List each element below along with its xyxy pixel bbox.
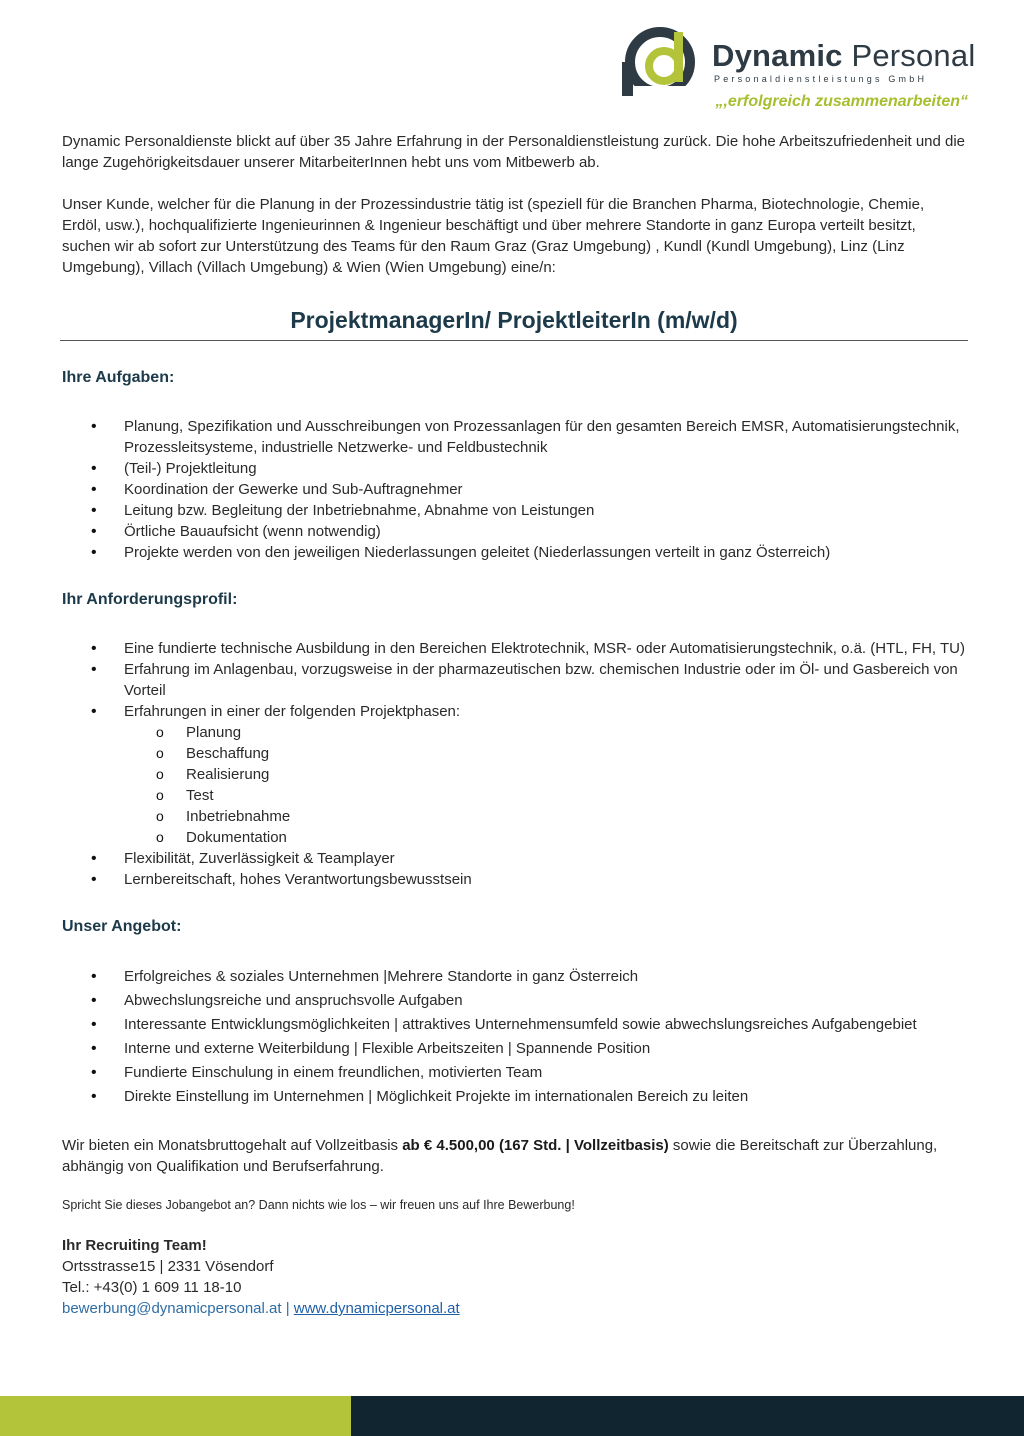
phase-item: o Inbetriebnahme	[62, 806, 966, 827]
footer-bar-dark	[351, 1396, 1024, 1436]
list-item: • Lernbereitschaft, hohes Verantwortungsbewusstsein	[62, 869, 966, 890]
salary-paragraph: Wir bieten ein Monatsbruttogehalt auf Vollzeitbasis ab € 4.500,00 (167 Std. | Vollzeitbasis) sowie die Bereitschaft zur Überzahlung, abhängig von Qualifikation und Berufserfahrung.	[62, 1137, 938, 1175]
footer-bar-green	[0, 1396, 351, 1436]
phase-item: o Dokumentation	[62, 827, 966, 848]
list-item: • Interessante Entwicklungsmöglichkeiten | attraktives Unternehmensumfeld sowie abwechslungsreiches Aufgabengebiet	[62, 1013, 966, 1037]
list-item: • Eine fundierte technische Ausbildung in den Bereichen Elektrotechnik, MSR- oder Automatisierungstechnik, o.ä. (HTL, FH, TU)	[62, 638, 966, 659]
phone: Tel.: +43(0) 1 609 11 18-10	[62, 1279, 242, 1296]
tasks-heading: Ihre Aufgaben:	[62, 369, 175, 386]
intro-paragraph-1: Dynamic Personaldienste blickt auf über 35 Jahre Erfahrung in der Personaldienstleistung zurück. Die hohe Arbeitszufriedenheit und die lange Zugehörigkeitsdauer unserer MitarbeiterInnen hebt uns vom Mitbewerb ab.	[62, 133, 966, 171]
phase-item: o Planung	[62, 722, 966, 743]
phase-item: o Test	[62, 785, 966, 806]
brand-subtitle: Personaldienstleistungs GmbH	[714, 74, 928, 84]
list-item: • Erfolgreiches & soziales Unternehmen |Mehrere Standorte in ganz Österreich	[62, 965, 966, 989]
requirements-list	[62, 638, 966, 890]
offer-list	[62, 965, 966, 1109]
address: Ortsstrasse15 | 2331 Vösendorf	[62, 1258, 274, 1275]
phase-item: o Beschaffung	[62, 743, 966, 764]
offer-heading: Unser Angebot:	[62, 918, 182, 935]
list-item: • Fundierte Einschulung in einem freundlichen, motivierten Team	[62, 1061, 966, 1085]
document-body	[62, 131, 966, 1319]
phase-item: o Realisierung	[62, 764, 966, 785]
list-item: • Projekte werden von den jeweiligen Niederlassungen geleitet (Niederlassungen verteilt in ganz Österreich)	[62, 542, 966, 563]
website-link[interactable]: www.dynamicpersonal.at	[293, 1300, 460, 1317]
list-item: • (Teil-) Projektleitung	[62, 458, 966, 479]
list-item: • Planung, Spezifikation und Ausschreibungen von Prozessanlagen für den gesamten Bereich EMSR, Automatisierungstechnik, Prozessleitsysteme, industrielle Netzwerke- und Feldbustechnik	[62, 416, 966, 458]
list-item: • Abwechslungsreiche und anspruchsvolle Aufgaben	[62, 989, 966, 1013]
intro-paragraph-2: Unser Kunde, welcher für die Planung in der Prozessindustrie tätig ist (speziell für die Branchen Pharma, Biotechnologie, Chemie, Erdöl, usw.), hochqualifizierte Ingenieurinnen & Ingenieur beschäftigt und über mehrere Standorte in ganz Europa verteilt besitzt, suchen wir ab sofort zur Unterstützung des Teams für den Raum Graz (Graz Umgebung) , Kundl (Kundl Umgebung), Linz (Linz Umgebung), Villach (Villach Umgebung) & Wien (Wien Umgebung) eine/n:	[62, 196, 925, 276]
recruiting-team: Ihr Recruiting Team!	[62, 1237, 207, 1254]
requirements-heading: Ihr Anforderungsprofil:	[62, 591, 238, 608]
job-title: ProjektmanagerIn/ ProjektleiterIn (m/w/d)	[60, 304, 968, 341]
list-item: • Leitung bzw. Begleitung der Inbetriebnahme, Abnahme von Leistungen	[62, 500, 966, 521]
list-item: • Koordination der Gewerke und Sub-Auftragnehmer	[62, 479, 966, 500]
salary-amount: ab € 4.500,00 (167 Std. | Vollzeitbasis)	[402, 1137, 669, 1154]
tasks-list	[62, 416, 966, 563]
email-link[interactable]: bewerbung@dynamicpersonal.at	[62, 1300, 282, 1317]
list-item: • Flexibilität, Zuverlässigkeit & Teamplayer	[62, 848, 966, 869]
contact-links: bewerbung@dynamicpersonal.at | www.dynamicpersonal.at	[62, 1300, 460, 1317]
slogan: „,erfolgreich zusammenarbeiten“	[715, 93, 968, 110]
list-item: • Erfahrung im Anlagenbau, vorzugsweise in der pharmazeutischen bzw. chemischen Industrie oder im Öl- und Gasbereich von Vorteil	[62, 659, 966, 701]
dp-monogram-icon	[620, 26, 700, 98]
list-item: • Interne und externe Weiterbildung | Flexible Arbeitszeiten | Spannende Position	[62, 1037, 966, 1061]
list-item: • Erfahrungen in einer der folgenden Projektphasen:	[62, 701, 966, 722]
brand-name: Dynamic Personal	[712, 38, 976, 73]
list-item: • Direkte Einstellung im Unternehmen | Möglichkeit Projekte im internationalen Bereich zu leiten	[62, 1085, 966, 1109]
closing-text: Spricht Sie dieses Jobangebot an? Dann nichts wie los – wir freuen uns auf Ihre Bewerbung!	[62, 1198, 575, 1212]
list-item: • Örtliche Bauaufsicht (wenn notwendig)	[62, 521, 966, 542]
